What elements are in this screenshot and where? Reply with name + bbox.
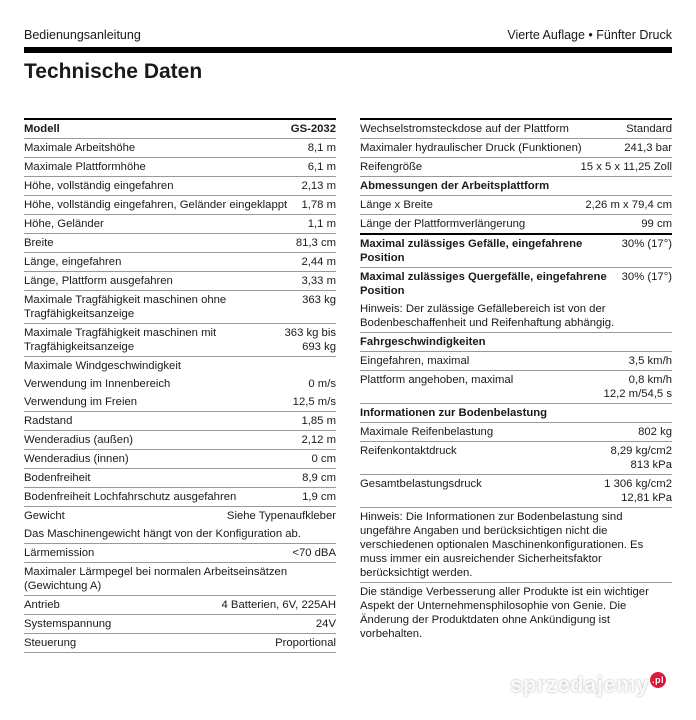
spec-row	[24, 431, 336, 450]
spec-value: 0,8 km/h 12,2 m/54,5 s	[603, 374, 672, 400]
spec-row	[24, 272, 336, 291]
spec-value: 15 x 5 x 11,25 Zoll	[580, 161, 672, 173]
spec-label: Das Maschinengewicht hängt von der Konfiguration ab.	[24, 528, 301, 540]
spec-label: Hinweis: Der zulässige Gefällebereich ist von der Bodenbeschaffenheit und Reifenhaftung abhängig.	[360, 303, 615, 329]
spec-row	[24, 357, 336, 375]
spec-row	[24, 615, 336, 634]
spec-label: Maximaler hydraulischer Druck (Funktionen)	[360, 142, 582, 154]
spec-label: Hinweis: Die Informationen zur Bodenbelastung sind ungefähre Angaben und berücksichtigen nicht die verschiedenen optionalen Maschinenkonfigurationen. Es muss immer ein ausreichender Sicherheitsfaktor berücksichtigt werden.	[360, 511, 644, 579]
header-rule	[24, 47, 672, 53]
spec-row	[24, 375, 336, 393]
spec-label: Länge x Breite	[360, 199, 433, 211]
spec-label: Länge der Plattformverlängerung	[360, 218, 526, 230]
spec-label: Maximale Reifenbelastung	[360, 426, 494, 438]
spec-value: 12,5 m/s	[292, 396, 336, 408]
spec-row	[24, 507, 336, 525]
spec-row	[24, 118, 336, 139]
spec-row	[24, 253, 336, 272]
watermark-badge: .pl	[650, 672, 666, 688]
spec-value: Standard	[626, 123, 672, 135]
spec-label: Wenderadius (innen)	[24, 453, 129, 465]
spec-label: Länge, eingefahren	[24, 256, 122, 268]
spec-label: Fahrgeschwindigkeiten	[360, 336, 486, 348]
spec-row	[24, 488, 336, 507]
spec-value: 8,9 cm	[302, 472, 336, 484]
spec-label: Reifenkontaktdruck	[360, 445, 457, 457]
spec-label: Abmessungen der Arbeitsplattform	[360, 180, 550, 192]
spec-value: 2,26 m x 79,4 cm	[585, 199, 672, 211]
spec-value: 2,44 m	[301, 256, 336, 268]
spec-row	[24, 596, 336, 615]
spec-row	[360, 268, 672, 300]
spec-label: Maximale Windgeschwindigkeit	[24, 360, 181, 372]
spec-value: 363 kg	[302, 294, 336, 306]
spec-row	[24, 563, 336, 596]
spec-value: 0 m/s	[308, 378, 336, 390]
spec-value: Proportional	[275, 637, 336, 649]
spec-label: Maximale Plattformhöhe	[24, 161, 146, 173]
spec-label: Bodenfreiheit Lochfahrschutz ausgefahren	[24, 491, 237, 503]
spec-label: Maximale Tragfähigkeit maschinen mit Tragfähigkeitsanzeige	[24, 327, 217, 353]
spec-row	[360, 423, 672, 442]
spec-value: 3,5 km/h	[628, 355, 672, 367]
spec-row	[24, 525, 336, 544]
spec-label: Bodenfreiheit	[24, 472, 91, 484]
spec-row	[24, 139, 336, 158]
spec-label: Steuerung	[24, 637, 77, 649]
spec-label: Maximaler Lärmpegel bei normalen Arbeitseinsätzen (Gewichtung A)	[24, 566, 288, 592]
spec-row	[360, 333, 672, 352]
spec-value: 30% (17°)	[621, 271, 672, 283]
spec-label: Radstand	[24, 415, 73, 427]
spec-label: Breite	[24, 237, 54, 249]
spec-table-left	[24, 118, 336, 653]
spec-value: 2,13 m	[301, 180, 336, 192]
spec-label: Eingefahren, maximal	[360, 355, 470, 367]
spec-label: Maximale Arbeitshöhe	[24, 142, 136, 154]
spec-row	[24, 215, 336, 234]
page-title: Technische Daten	[24, 60, 203, 83]
spec-row	[360, 442, 672, 475]
spec-label: Länge, Plattform ausgefahren	[24, 275, 173, 287]
spec-value: 24V	[315, 618, 336, 630]
spec-row	[24, 450, 336, 469]
spec-row	[360, 404, 672, 423]
spec-row	[24, 469, 336, 488]
spec-value: 241,3 bar	[624, 142, 672, 154]
spec-label: Plattform angehoben, maximal	[360, 374, 514, 386]
spec-value: 0 cm	[311, 453, 336, 465]
spec-value: Siehe Typenaufkleber	[226, 510, 336, 522]
spec-label: Maximale Tragfähigkeit maschinen ohne Tragfähigkeitsanzeige	[24, 294, 227, 320]
watermark-logo	[510, 672, 666, 698]
spec-row	[360, 215, 672, 235]
spec-row	[360, 352, 672, 371]
spec-value: 1 306 kg/cm2 12,81 kPa	[604, 478, 672, 504]
spec-value: 99 cm	[641, 218, 672, 230]
spec-row	[24, 544, 336, 563]
spec-label: Informationen zur Bodenbelastung	[360, 407, 548, 419]
spec-label: Gesamtbelastungsdruck	[360, 478, 482, 490]
spec-row	[24, 393, 336, 412]
spec-label: Gewicht	[24, 510, 65, 522]
spec-value: 1,78 m	[301, 199, 336, 211]
spec-label: Lärmemission	[24, 547, 95, 559]
spec-row	[24, 177, 336, 196]
spec-row	[360, 139, 672, 158]
spec-value: 802 kg	[638, 426, 672, 438]
spec-label: Wenderadius (außen)	[24, 434, 134, 446]
spec-row	[360, 158, 672, 177]
spec-label: Maximal zulässiges Gefälle, eingefahrene Position	[360, 238, 583, 264]
spec-label: Höhe, vollständig eingefahren, Geländer eingeklappt	[24, 199, 288, 211]
spec-label: Maximal zulässiges Quergefälle, eingefahrene Position	[360, 271, 607, 297]
spec-label: Die ständige Verbesserung aller Produkte ist ein wichtiger Aspekt der Unternehmensphilosophie von Genie. Die Änderung der Produktdaten ohne Ankündigung ist vorbehalten.	[360, 586, 649, 640]
header-manual-label: Bedienungsanleitung	[24, 28, 141, 42]
spec-row	[24, 634, 336, 653]
spec-value: GS-2032	[290, 123, 336, 135]
spec-label: Höhe, vollständig eingefahren	[24, 180, 174, 192]
spec-row	[360, 235, 672, 268]
spec-value: 1,1 m	[307, 218, 336, 230]
spec-value: 8,1 m	[307, 142, 336, 154]
spec-value: <70 dBA	[292, 547, 336, 559]
spec-row	[24, 158, 336, 177]
spec-row	[360, 371, 672, 404]
spec-row	[360, 300, 672, 333]
spec-label: Modell	[24, 123, 60, 135]
spec-value: 1,85 m	[301, 415, 336, 427]
spec-row	[24, 234, 336, 253]
spec-row	[24, 291, 336, 324]
spec-value: 81,3 cm	[295, 237, 336, 249]
spec-row	[360, 118, 672, 139]
spec-value: 2,12 m	[301, 434, 336, 446]
spec-label: Reifengröße	[360, 161, 423, 173]
spec-row	[24, 324, 336, 357]
spec-value: 363 kg bis 693 kg	[284, 327, 336, 353]
spec-label: Höhe, Geländer	[24, 218, 104, 230]
page-header	[24, 28, 672, 46]
spec-table-right	[360, 118, 672, 643]
spec-row	[360, 196, 672, 215]
spec-row	[360, 177, 672, 196]
spec-label: Systemspannung	[24, 618, 112, 630]
spec-row	[360, 583, 672, 643]
spec-row	[24, 412, 336, 431]
spec-row	[360, 508, 672, 583]
spec-value: 4 Batterien, 6V, 225AH	[221, 599, 336, 611]
spec-label: Verwendung im Freien	[24, 396, 138, 408]
spec-label: Wechselstromsteckdose auf der Plattform	[360, 123, 569, 135]
watermark-text: sprzedajemy	[510, 672, 649, 697]
spec-value: 3,33 m	[301, 275, 336, 287]
spec-label: Antrieb	[24, 599, 60, 611]
spec-label: Verwendung im Innenbereich	[24, 378, 171, 390]
spec-value: 30% (17°)	[621, 238, 672, 250]
header-edition-label: Vierte Auflage • Fünfter Druck	[507, 28, 672, 42]
spec-row	[360, 475, 672, 508]
spec-value: 6,1 m	[307, 161, 336, 173]
spec-value: 1,9 cm	[302, 491, 336, 503]
spec-value: 8,29 kg/cm2 813 kPa	[610, 445, 672, 471]
spec-row	[24, 196, 336, 215]
